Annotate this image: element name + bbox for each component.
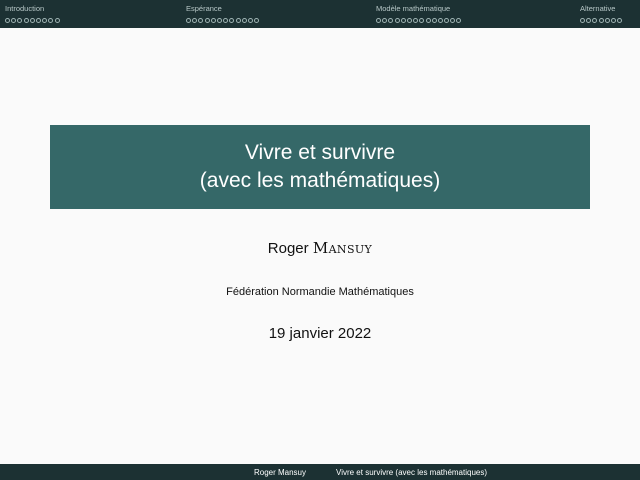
slide-dot[interactable] <box>413 18 418 23</box>
slide-dot[interactable] <box>401 18 406 23</box>
slide-dot[interactable] <box>205 18 210 23</box>
slide-dot[interactable] <box>36 18 41 23</box>
author-surname: Mansuy <box>312 239 373 257</box>
slide-dot[interactable] <box>605 18 610 23</box>
nav-section-modele[interactable] <box>376 4 461 26</box>
nav-section-title[interactable]: Introduction <box>5 4 45 13</box>
nav-section-dots[interactable] <box>580 18 622 23</box>
presentation-date: 19 janvier 2022 <box>268 325 372 342</box>
slide-dot[interactable] <box>42 18 47 23</box>
slide-dot[interactable] <box>382 18 387 23</box>
slide-dot[interactable] <box>580 18 585 23</box>
slide-dot[interactable] <box>186 18 191 23</box>
slide-dot[interactable] <box>229 18 234 23</box>
slide-dot[interactable] <box>55 18 60 23</box>
nav-section-esperance[interactable] <box>186 4 259 26</box>
slide-dot[interactable] <box>419 18 424 23</box>
slide-dot[interactable] <box>223 18 228 23</box>
slide-dot[interactable] <box>586 18 591 23</box>
nav-section-dots[interactable] <box>186 18 259 23</box>
slide-dot[interactable] <box>450 18 455 23</box>
slide-dot[interactable] <box>254 18 259 23</box>
footer-author: Roger Mansuy <box>0 464 320 480</box>
slide-dot[interactable] <box>48 18 53 23</box>
title-line-1: Vivre et survivre <box>244 141 396 164</box>
slide-dot[interactable] <box>438 18 443 23</box>
slide-dot[interactable] <box>599 18 604 23</box>
slide-dot[interactable] <box>432 18 437 23</box>
slide-dot[interactable] <box>388 18 393 23</box>
slide-dot[interactable] <box>248 18 253 23</box>
footer-title: Vivre et survivre (avec les mathématiques) <box>320 464 640 480</box>
author-first-name: Roger <box>267 240 309 257</box>
nav-section-dots[interactable] <box>376 18 461 23</box>
title-block <box>50 125 590 209</box>
slide-dot[interactable] <box>444 18 449 23</box>
slide-dot[interactable] <box>242 18 247 23</box>
title-line-2: (avec les mathématiques) <box>199 169 441 192</box>
footer <box>0 464 640 480</box>
slide-dot[interactable] <box>5 18 10 23</box>
nav-section-title[interactable]: Espérance <box>186 4 222 13</box>
slide-dot[interactable] <box>426 18 431 23</box>
slide-dot[interactable] <box>395 18 400 23</box>
nav-section-title[interactable]: Modèle mathématique <box>376 4 451 13</box>
slide-dot[interactable] <box>236 18 241 23</box>
slide-dot[interactable] <box>211 18 216 23</box>
slide-dot[interactable] <box>17 18 22 23</box>
nav-section-dots[interactable] <box>5 18 60 23</box>
navigation-bar <box>0 0 640 28</box>
slide-dot[interactable] <box>217 18 222 23</box>
slide-dot[interactable] <box>407 18 412 23</box>
institute: Fédération Normandie Mathématiques <box>226 286 414 298</box>
slide-dot[interactable] <box>611 18 616 23</box>
nav-section-alternative[interactable] <box>580 4 622 26</box>
slide-dot[interactable] <box>30 18 35 23</box>
slide-dot[interactable] <box>617 18 622 23</box>
slide-dot[interactable] <box>376 18 381 23</box>
slide-dot[interactable] <box>456 18 461 23</box>
slide-dot[interactable] <box>192 18 197 23</box>
slide-dot[interactable] <box>592 18 597 23</box>
author-name <box>0 238 640 259</box>
nav-section-title[interactable]: Alternative <box>580 4 616 13</box>
nav-section-introduction[interactable] <box>5 4 60 26</box>
slide-dot[interactable] <box>198 18 203 23</box>
slide-dot[interactable] <box>24 18 29 23</box>
slide-dot[interactable] <box>11 18 16 23</box>
